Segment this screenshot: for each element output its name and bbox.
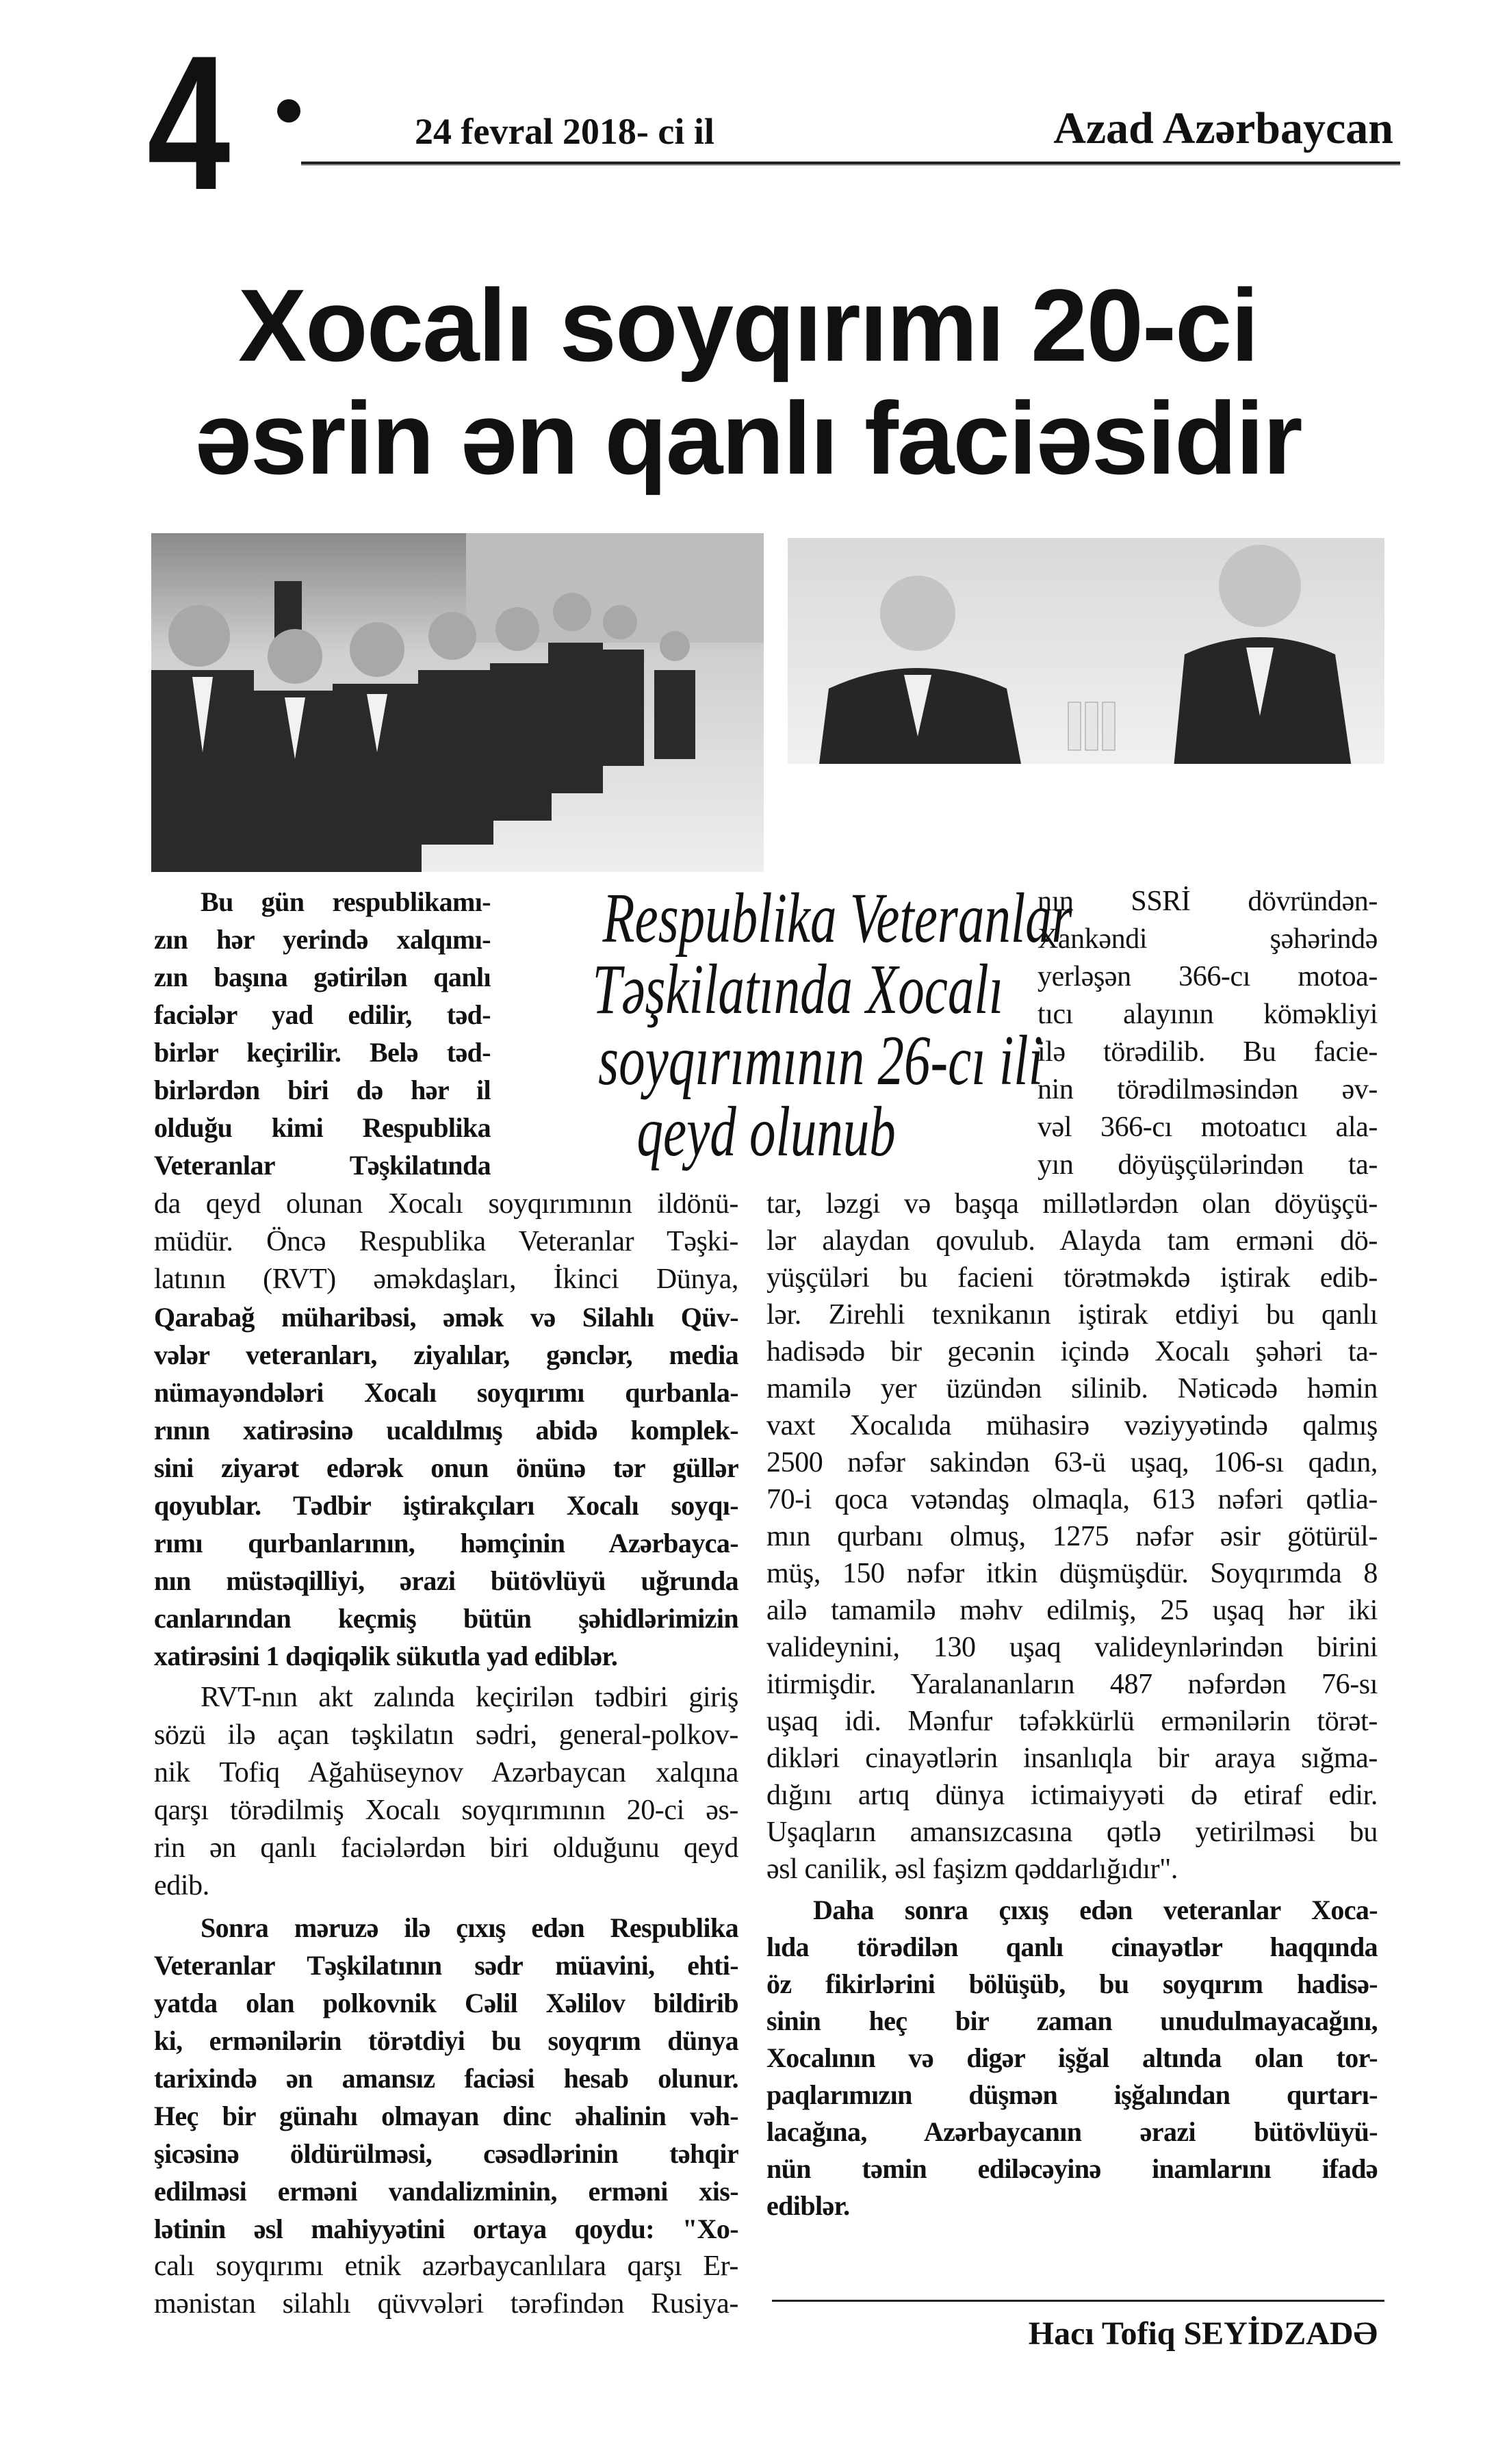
text-line: vəl 366-cı motoatıcı ala- [1037,1112,1378,1143]
text-line: rin ən qanlı faciələrdən biri olduğunu qeyd [154,1832,738,1864]
text-line: zın başına gətirilən qanlı [154,962,491,992]
text-line: ediblər. [766,2190,850,2221]
text-line: mamilə yer üzündən silinib. Nəticədə həmin [766,1373,1378,1404]
text-line: Xocalının və digər işğal altında olan tor- [766,2042,1378,2073]
subheadline-line [520,950,1013,1029]
text-line: ilə törədilib. Bu facie- [1037,1036,1378,1068]
text-line: nik Tofiq Ağahüseynov Azərbaycan xalqına [154,1757,738,1788]
subheadline-text: Təşkilatında Xocalı [592,950,1004,1029]
text-line: lər alaydan qovulub. Alayda tam erməni dö- [766,1225,1378,1257]
photo-presidium [788,538,1384,796]
text-line: paqlarımızın düşmən işğalından qurtarı- [766,2079,1378,2110]
article-title-line-1: Xocalı soyqırımı 20-ci [238,268,1258,383]
subheadline-line [520,1092,1013,1171]
text-line: latının (RVT) əməkdaşları, İkinci Dünya, [154,1263,738,1295]
text-line: edilməsi erməni vandalizminin, erməni xis- [154,2176,738,2207]
text-line: Qarabağ müharibəsi, əmək və Silahlı Qüv- [154,1302,738,1333]
text-line: tar, ləzgi və başqa millətlərdən olan döyüşçü- [766,1188,1378,1220]
paragraph [154,1679,738,1905]
text-line: lıda törədilən qanlı cinayətlər haqqında [766,1932,1378,1962]
text-line: dığını artıq dünya ictimaiyyəti də etiraf edir. [766,1780,1378,1811]
text-line: sini ziyarət edərək onun önünə tər güllər [154,1452,738,1483]
text-line: vələr veteranları, ziyalılar, gənclər, media [154,1339,738,1370]
text-line: da qeyd olunan Xocalı soyqırımının ildönü- [154,1188,738,1220]
text-line: nün təmin ediləcəyinə inamlarını ifadə [766,2153,1378,2184]
text-line: Sonra məruzə ilə çıxış edən Respublika [201,1912,738,1943]
text-line: Veteranlar Təşkilatında [154,1150,491,1181]
text-line: edib. [154,1870,209,1901]
author-byline: Hacı Tofiq SEYİDZADƏ [1028,2315,1378,2352]
paragraph [154,1298,738,1675]
text-line: xatirəsini 1 dəqiqəlik sükutla yad ediblər. [154,1641,618,1671]
text-line: nın müstəqilliyi, ərazi bütövlüyü uğrunda [154,1565,738,1596]
text-line: uşaq idi. Mənfur təfəkkürlü ermənilərin törət- [766,1706,1378,1737]
photo-audience [151,533,764,872]
text-line: 2500 nəfər sakindən 63-ü uşaq, 106-sı qadın, [766,1447,1378,1478]
text-line: tarixində ən amansız faciəsi hesab olunur. [154,2063,738,2094]
bullet-dot [277,99,300,123]
text-line: əsl canilik, əsl faşizm qəddarlığıdır". [766,1853,1178,1885]
newspaper-name: Azad Azərbaycan [1053,103,1393,153]
text-line: müdür. Öncə Respublika Veteranlar Təşki- [154,1226,738,1257]
text-line: rının xatirəsinə ucaldılmış abidə komplek- [154,1415,738,1446]
article-title-line-2: əsrin ən qanlı faciəsidir [194,381,1302,496]
subheadline-text: Respublika Veteranlar [602,879,1072,958]
text-line: olduğu kimi Respublika [154,1112,491,1143]
text-line: mənistan silahlı qüvvələri tərəfindən Rusiya- [154,2288,738,2320]
subheadline-text: qeyd olunub [636,1092,897,1171]
text-line: nin törədilməsindən əv- [1037,1074,1378,1105]
text-line: Bu gün respublikamı- [201,886,491,917]
subheadline-line [520,1021,1044,1100]
text-line: tıcı alayının köməkliyi [1037,999,1378,1030]
text-line: ki, ermənilərin törətdiyi bu soyqrım dünya [154,2025,738,2056]
paragraph [154,1185,738,1298]
paragraph [154,883,491,1184]
left-column-intro [154,883,491,1188]
text-line: yerləşən 366-cı motoa- [1037,961,1378,992]
text-line: lər. Zirehli texnikanın iştirak etdiyi bu qanlı [766,1299,1378,1331]
right-column [766,1185,1378,2229]
text-line: nümayəndələri Xocalı soyqırımı qurbanla- [154,1377,738,1408]
text-line: RVT-nın akt zalında keçirilən tədbiri giriş [201,1682,738,1713]
text-line: canlarından keçmiş bütün şəhidlərimizin [154,1603,738,1634]
text-line: Daha sonra çıxış edən veteranlar Xoca- [813,1895,1378,1925]
text-line: lacağına, Azərbaycanın ərazi bütövlüyü- [766,2116,1378,2147]
article-subheadline [520,879,1072,1171]
header-divider [301,162,1400,166]
text-line: yatda olan polkovnik Cəlil Xəlilov bildirib [154,1988,738,2018]
text-line: valideynini, 130 uşaq valideynlərindən birini [766,1632,1378,1663]
text-line: zın hər yerində xalqımı- [154,924,491,955]
subheadline-line [520,879,1072,958]
text-line: Veteranlar Təşkilatının sədr müavini, ehti- [154,1950,738,1981]
page-number: 4 [147,16,231,230]
text-line: faciələr yad edilir, təd- [154,999,491,1030]
byline-divider [772,2300,1384,2302]
right-column-intro [1037,883,1378,1188]
text-line: yüşçüləri bu facieni törətməkdə iştirak edib- [766,1262,1378,1294]
paragraph [154,1909,738,2248]
text-line: ailə tamamilə məhv edilmiş, 25 uşaq hər iki [766,1595,1378,1626]
text-line: calı soyqırımı etnik azərbaycanlılara qarşı Er- [154,2250,738,2282]
text-line: Uşaqların amansızcasına qətlə yetirilməsi bu [766,1817,1378,1848]
text-line: sözü ilə açan təşkilatın sədri, general-polkov- [154,1719,738,1751]
text-line: Xankəndi şəhərində [1037,923,1378,955]
paragraph [1037,883,1378,1184]
text-line: sinin heç bir zaman unudulmayacağını, [766,2005,1378,2036]
text-line: qarşı törədilmiş Xocalı soyqırımının 20-ci əs- [154,1795,738,1826]
text-line: qoyublar. Tədbir iştirakçıları Xocalı soyqı- [154,1490,738,1521]
text-line: vaxt Xocalıda mühasirə vəziyyətində qalmış [766,1410,1378,1441]
text-line: mın qurbanı olmuş, 1275 nəfər əsir götürül- [766,1521,1378,1552]
paragraph [154,2248,738,2323]
text-line: 70-i qoca vətəndaş olmaqla, 613 nəfəri qətlia- [766,1484,1378,1515]
text-line: itirmişdir. Yaralananların 487 nəfərdən 76-sı [766,1669,1378,1700]
text-line: yın döyüşçülərindən ta- [1037,1149,1378,1181]
paragraph [766,1892,1378,2224]
subheadline-text: soyqırımının 26-cı ili [598,1021,1044,1100]
text-line: dikləri cinayətlərin insanlıqla bir araya sığma- [766,1743,1378,1774]
text-line: nın SSRİ dövründən- [1037,886,1378,917]
text-line: lətinin əsl mahiyyətini ortaya qoydu: "Xo- [154,2213,738,2244]
text-line: öz fikirlərini bölüşüb, bu soyqırım hadisə- [766,1968,1378,1999]
text-line: birlərdən biri də hər il [154,1075,491,1105]
paragraph [766,1185,1378,1888]
text-line: müş, 150 nəfər itkin düşmüşdür. Soyqırımda 8 [766,1558,1378,1589]
text-line: şicəsinə öldürülməsi, cəsədlərinin təhqir [154,2138,738,2169]
text-line: Heç bir günahı olmayan dinc əhalinin vəh- [154,2101,738,2131]
left-column [154,1185,738,2327]
text-line: birlər keçirilir. Belə təd- [154,1037,491,1068]
text-line: rımı qurbanlarının, həmçinin Azərbayca- [154,1528,738,1558]
text-line: hadisədə bir gecənin içində Xocalı şəhəri ta- [766,1336,1378,1368]
issue-date: 24 fevral 2018- ci il [415,111,714,152]
